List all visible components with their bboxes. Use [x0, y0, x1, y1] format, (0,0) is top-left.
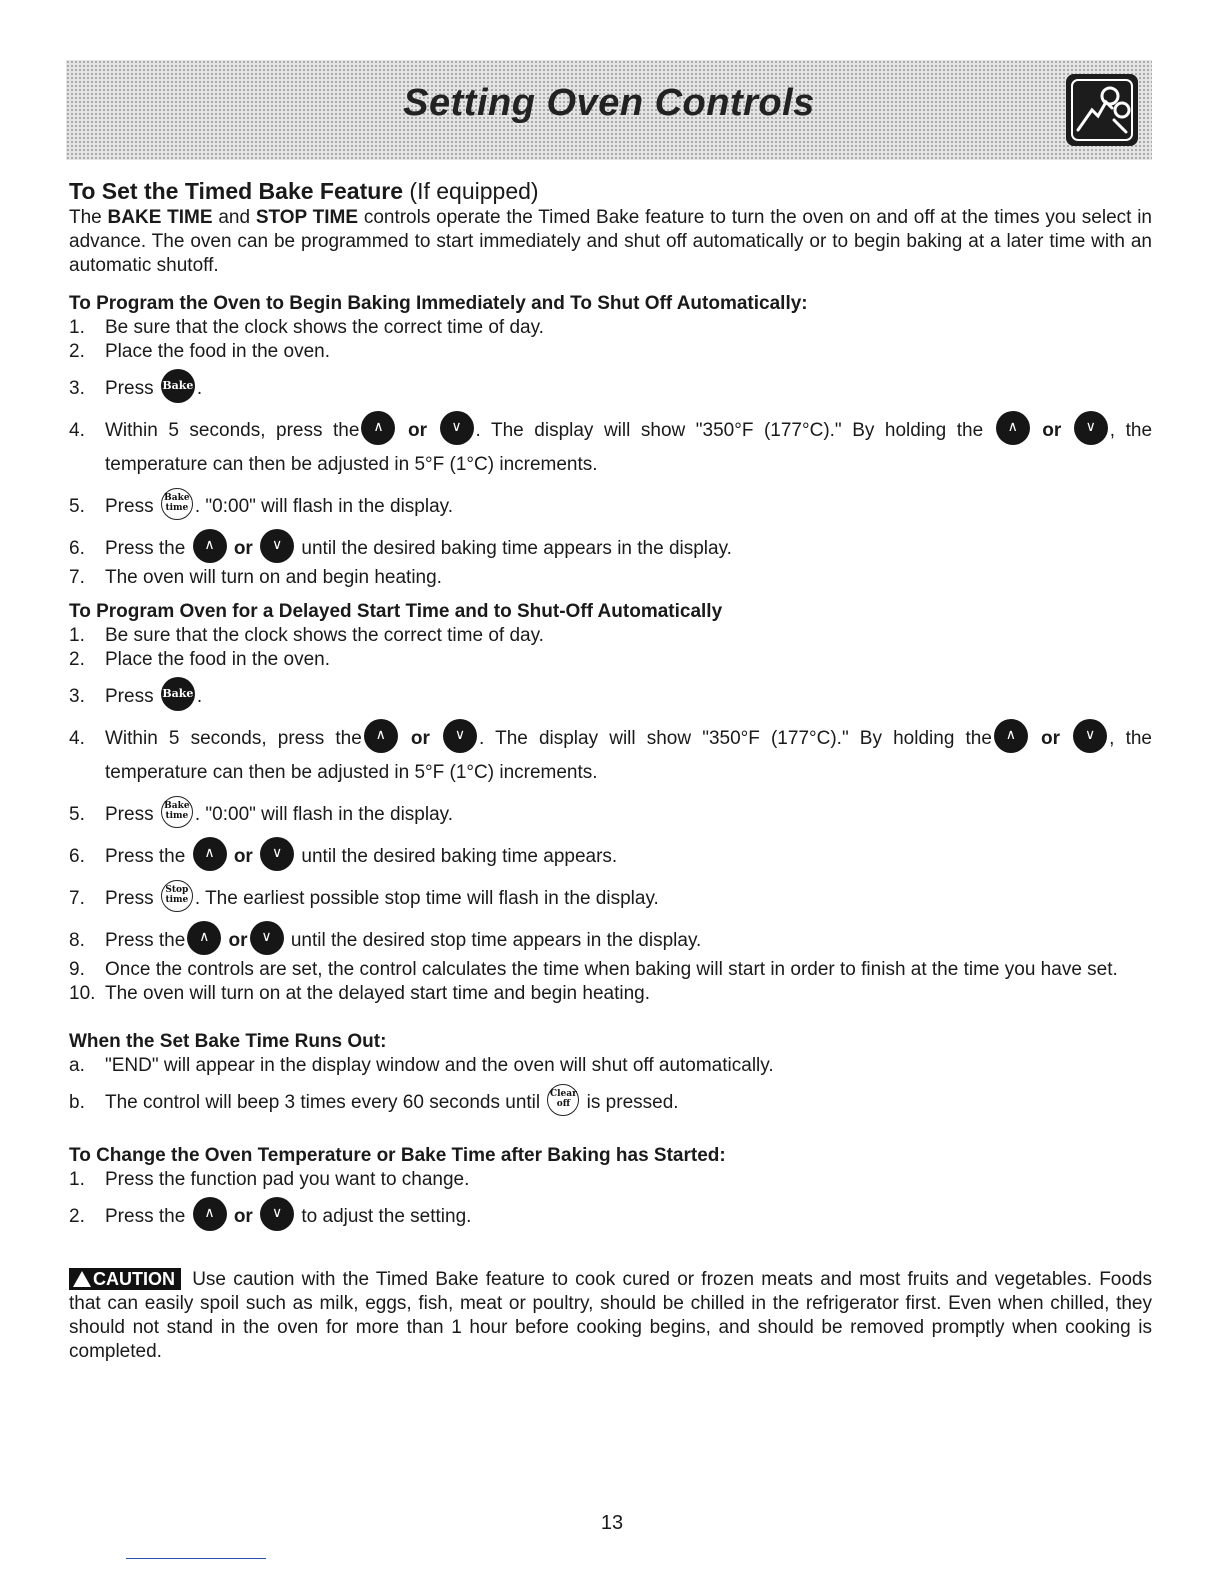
step-text: Place the food in the oven.	[105, 649, 330, 670]
or-text: or	[1042, 420, 1062, 441]
list-item	[69, 624, 1152, 648]
or-text: or	[407, 420, 427, 441]
or-text: or	[233, 846, 253, 867]
program1-steps	[69, 316, 1152, 590]
up-arrow-icon	[187, 921, 221, 955]
list-item	[69, 1086, 1152, 1120]
program2-heading: To Program Oven for a Delayed Start Time and to Shut-Off Automatically	[69, 601, 723, 622]
step-number: 5.	[69, 804, 85, 825]
up-arrow-glyph: ∧	[204, 844, 215, 861]
down-arrow-glyph: ∨	[1085, 726, 1096, 743]
up-arrow-icon	[364, 719, 398, 753]
list-item	[69, 566, 1152, 590]
step-text: Press the	[105, 846, 191, 867]
step-number: 4.	[69, 728, 85, 749]
step-text: "END" will appear in the display window and the oven will shut off automatically.	[105, 1055, 774, 1076]
step-number: 3.	[69, 686, 85, 707]
step-number: 3.	[69, 378, 85, 399]
down-arrow-icon	[260, 837, 294, 871]
list-item	[69, 316, 1152, 340]
bake-button-label: Bake	[162, 686, 194, 700]
step-text: Press the	[105, 930, 186, 951]
list-item	[69, 414, 1152, 482]
pad-label-bottom: time	[165, 810, 189, 821]
intro-paragraph	[69, 206, 1152, 278]
step-number: 7.	[69, 567, 85, 588]
change-heading: To Change the Oven Temperature or Bake Time after Baking has Started:	[69, 1145, 726, 1166]
down-arrow-glyph: ∨	[454, 726, 466, 743]
step-text: until the desired baking time appears in the display.	[296, 538, 732, 559]
down-arrow-icon	[260, 1197, 294, 1231]
page-title: Setting Oven Controls	[403, 82, 815, 124]
step-number: 2.	[69, 341, 85, 362]
step-text: Be sure that the clock shows the correct time of day.	[105, 625, 544, 646]
or-text: or	[410, 728, 430, 749]
or-text: or	[1041, 728, 1061, 749]
step-text: . "0:00" will flash in the display.	[194, 496, 454, 517]
clear-off-pad-icon	[547, 1084, 579, 1116]
caution-badge	[69, 1268, 181, 1290]
bake-button-label: Bake	[162, 378, 194, 392]
list-item	[69, 982, 1152, 1006]
stop-time-pad-icon	[161, 880, 193, 912]
step-text: Press	[105, 888, 159, 909]
pad-label-top: Bake	[164, 492, 190, 503]
down-arrow-glyph: ∨	[1085, 418, 1096, 435]
step-text: Press	[105, 804, 159, 825]
down-arrow-icon	[1074, 411, 1108, 445]
list-item	[69, 958, 1152, 982]
step-text: Place the food in the oven.	[105, 341, 330, 362]
pad-label-top: Clear	[549, 1088, 577, 1099]
change-list	[69, 1168, 1152, 1234]
step-number: 5.	[69, 496, 85, 517]
up-arrow-icon	[996, 411, 1030, 445]
up-arrow-glyph: ∧	[375, 726, 386, 743]
up-arrow-glyph: ∧	[1005, 726, 1017, 743]
step-text: The control will beep 3 times every 60 seconds until	[105, 1092, 546, 1113]
step-text: Within 5 seconds, press the	[105, 728, 362, 749]
program2-steps	[69, 624, 1152, 1006]
warning-triangle-icon	[73, 1271, 91, 1287]
step-number: 2.	[69, 1206, 85, 1227]
step-number: 2.	[69, 649, 85, 670]
bake-time-pad-icon	[161, 796, 193, 828]
hand-pressing-control-icon	[1066, 74, 1138, 146]
bake-button-icon	[161, 369, 195, 403]
caution-label: CAUTION	[93, 1269, 175, 1289]
step-text: to adjust the setting.	[296, 1206, 472, 1227]
step-text: Press the function pad you want to change.	[105, 1169, 470, 1190]
step-text: Within 5 seconds, press the	[105, 420, 360, 441]
intro-text: The	[69, 207, 108, 228]
step-number: 7.	[69, 888, 85, 909]
step-text: Press	[105, 378, 159, 399]
down-arrow-icon	[250, 921, 284, 955]
list-item	[69, 924, 1152, 958]
down-arrow-glyph: ∨	[271, 844, 283, 861]
step-text: , the temperature can then be adjusted in 5°F (1°C) increments.	[105, 728, 1152, 783]
up-arrow-glyph: ∧	[373, 418, 384, 435]
runs-out-list	[69, 1054, 1152, 1120]
down-arrow-glyph: ∨	[271, 1204, 283, 1221]
pad-label-top: Stop	[165, 884, 189, 895]
or-text: or	[228, 930, 248, 951]
caution-text: Use caution with the Timed Bake feature to cook cured or frozen meats and most fruits and vegetables. Foods that can easily spoil such as milk, eggs, fish, meat or poultry, should be chilled in the refrigerator first. Even when chilled, they should not stand in the oven for more than 1 hour before cooking begins, and should be removed promptly when cooking is completed.	[69, 1269, 1152, 1362]
runs-out-heading: When the Set Bake Time Runs Out:	[69, 1031, 387, 1052]
page-number: 13	[600, 1512, 624, 1534]
down-arrow-icon	[440, 411, 474, 445]
step-text: Press the	[105, 1206, 191, 1227]
up-arrow-icon	[193, 529, 227, 563]
intro-text: and	[212, 207, 256, 228]
up-arrow-glyph: ∧	[1007, 418, 1018, 435]
intro-bake-time: BAKE TIME	[107, 207, 213, 228]
up-arrow-glyph: ∧	[199, 928, 210, 945]
step-text: The oven will turn on at the delayed start time and begin heating.	[105, 983, 651, 1004]
down-arrow-glyph: ∨	[261, 928, 272, 945]
down-arrow-glyph: ∨	[271, 536, 283, 553]
list-item	[69, 532, 1152, 566]
list-item	[69, 722, 1152, 790]
step-text: Be sure that the clock shows the correct time of day.	[105, 317, 544, 338]
or-text: or	[233, 1206, 253, 1227]
down-arrow-icon	[260, 529, 294, 563]
down-arrow-glyph: ∨	[451, 418, 462, 435]
program1-heading: To Program the Oven to Begin Baking Immediately and To Shut Off Automatically:	[69, 293, 808, 314]
content	[69, 176, 1152, 1364]
step-text: The oven will turn on and begin heating.	[105, 567, 442, 588]
step-number: 8.	[69, 930, 85, 951]
step-number: b.	[69, 1092, 85, 1113]
step-text: , the temperature can then be adjusted in 5°F (1°C) increments.	[105, 420, 1153, 475]
caution-paragraph	[69, 1268, 1152, 1364]
step-number: 6.	[69, 846, 85, 867]
section-title	[69, 176, 1152, 206]
step-text: Once the controls are set, the control calculates the time when baking will start in order to finish at the time you have set.	[105, 959, 1118, 980]
section-subtitle: (If equipped)	[409, 178, 539, 204]
step-text: is pressed.	[581, 1092, 679, 1113]
step-text: . The display will show "350°F (177°C)." By holding the	[475, 420, 994, 441]
step-number: a.	[69, 1055, 85, 1076]
up-arrow-icon	[361, 411, 395, 445]
step-number: 1.	[69, 625, 85, 646]
up-arrow-glyph: ∧	[204, 1204, 215, 1221]
step-number: 9.	[69, 959, 85, 980]
step-text: . "0:00" will flash in the display.	[194, 804, 454, 825]
list-item	[69, 840, 1152, 874]
step-text: . The earliest possible stop time will flash in the display.	[194, 888, 659, 909]
list-item	[69, 680, 1152, 714]
step-text: .	[196, 378, 203, 399]
step-number: 10.	[69, 983, 96, 1004]
up-arrow-glyph: ∧	[204, 536, 215, 553]
list-item	[69, 1200, 1152, 1234]
up-arrow-icon	[193, 837, 227, 871]
header-banner	[66, 60, 1152, 160]
list-item	[69, 1054, 1152, 1078]
step-number: 1.	[69, 317, 85, 338]
step-text: Press the	[105, 538, 191, 559]
pad-label-top: Bake	[164, 800, 190, 811]
up-arrow-icon	[994, 719, 1028, 753]
list-item	[69, 798, 1152, 832]
intro-text: controls operate the Timed Bake feature to turn the oven on and off at the times you select in advance. The oven can be programmed to start immediately and shut off automatically or to begin baking at a later time with an automatic shutoff.	[69, 207, 1152, 276]
step-text: . The display will show "350°F (177°C)." By holding the	[479, 728, 992, 749]
list-item	[69, 490, 1152, 524]
list-item	[69, 648, 1152, 672]
list-item	[69, 372, 1152, 406]
pad-label-bottom: off	[556, 1098, 571, 1109]
list-item	[69, 340, 1152, 364]
list-item	[69, 1168, 1152, 1192]
pad-label-bottom: time	[165, 502, 189, 513]
list-item	[69, 882, 1152, 916]
bake-time-pad-icon	[161, 488, 193, 520]
step-text: Press	[105, 686, 159, 707]
step-text: until the desired stop time appears in the display.	[285, 930, 702, 951]
down-arrow-icon	[443, 719, 477, 753]
section-title-text: To Set the Timed Bake Feature	[69, 178, 404, 204]
step-text: Press	[105, 496, 159, 517]
intro-stop-time: STOP TIME	[255, 207, 359, 228]
or-text: or	[233, 538, 253, 559]
bake-button-icon	[161, 677, 195, 711]
pad-label-bottom: time	[165, 894, 189, 905]
step-text: until the desired baking time appears.	[296, 846, 618, 867]
down-arrow-icon	[1073, 719, 1107, 753]
footer-rule	[126, 1558, 266, 1559]
step-number: 6.	[69, 538, 85, 559]
step-text: .	[196, 686, 203, 707]
step-number: 4.	[69, 420, 85, 441]
step-number: 1.	[69, 1169, 85, 1190]
up-arrow-icon	[193, 1197, 227, 1231]
